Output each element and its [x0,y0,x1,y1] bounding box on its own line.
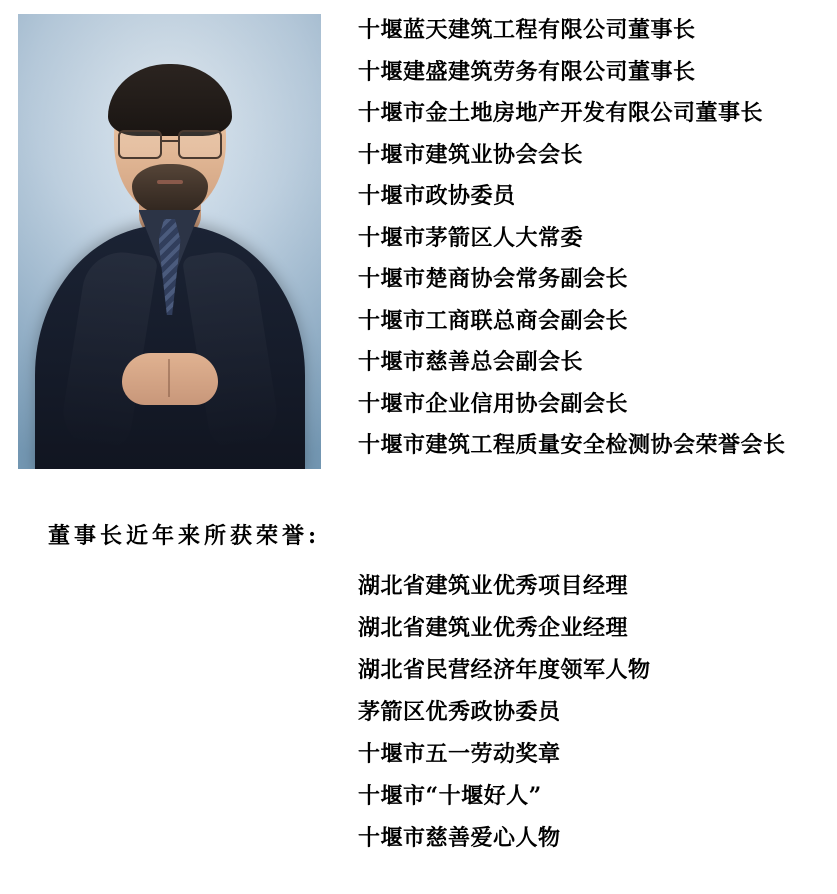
title-line: 十堰市工商联总商会副会长 [358,307,629,334]
title-line: 十堰市企业信用协会副会长 [358,390,629,417]
title-line: 十堰市楚商协会常务副会长 [358,266,629,292]
honors-heading: 董事长近年来所获荣誉: [48,523,321,549]
portrait-hands [122,353,218,405]
honor-line: 十堰市慈善爱心人物 [358,825,561,851]
title-line: 十堰市建筑业协会会长 [358,141,584,168]
portrait-hair [108,64,232,136]
honors-list [358,565,818,859]
portrait-background [18,14,321,469]
honor-line: 十堰市“十堰好人” [358,783,542,809]
honor-line: 湖北省建筑业优秀项目经理 [358,573,629,599]
honor-line: 湖北省民营经济年度领军人物 [358,657,651,683]
portrait-beard [132,164,208,214]
title-line: 十堰市慈善总会副会长 [358,349,584,375]
portrait-lapel-left [57,247,157,455]
portrait-lapel-right [181,247,281,455]
chairman-portrait-photo [18,14,321,469]
honor-line: 湖北省建筑业优秀企业经理 [358,615,629,641]
title-line: 十堰蓝天建筑工程有限公司董事长 [358,17,696,43]
honor-line: 茅箭区优秀政协委员 [358,699,561,725]
glasses-bridge [160,140,180,142]
title-line: 十堰市茅箭区人大常委 [358,224,584,251]
glasses-lens-left [118,130,162,159]
glasses-lens-right [178,130,222,159]
title-line: 十堰市政协委员 [358,183,516,209]
titles-list [358,10,828,467]
portrait-mouth [157,180,183,184]
portrait-glasses [118,130,222,156]
title-line: 十堰市建筑工程质量安全检测协会荣誉会长 [358,432,786,458]
honor-line: 十堰市五一劳动奖章 [358,741,561,767]
title-line: 十堰市金土地房地产开发有限公司董事长 [358,100,764,126]
title-line: 十堰建盛建筑劳务有限公司董事长 [358,58,696,85]
